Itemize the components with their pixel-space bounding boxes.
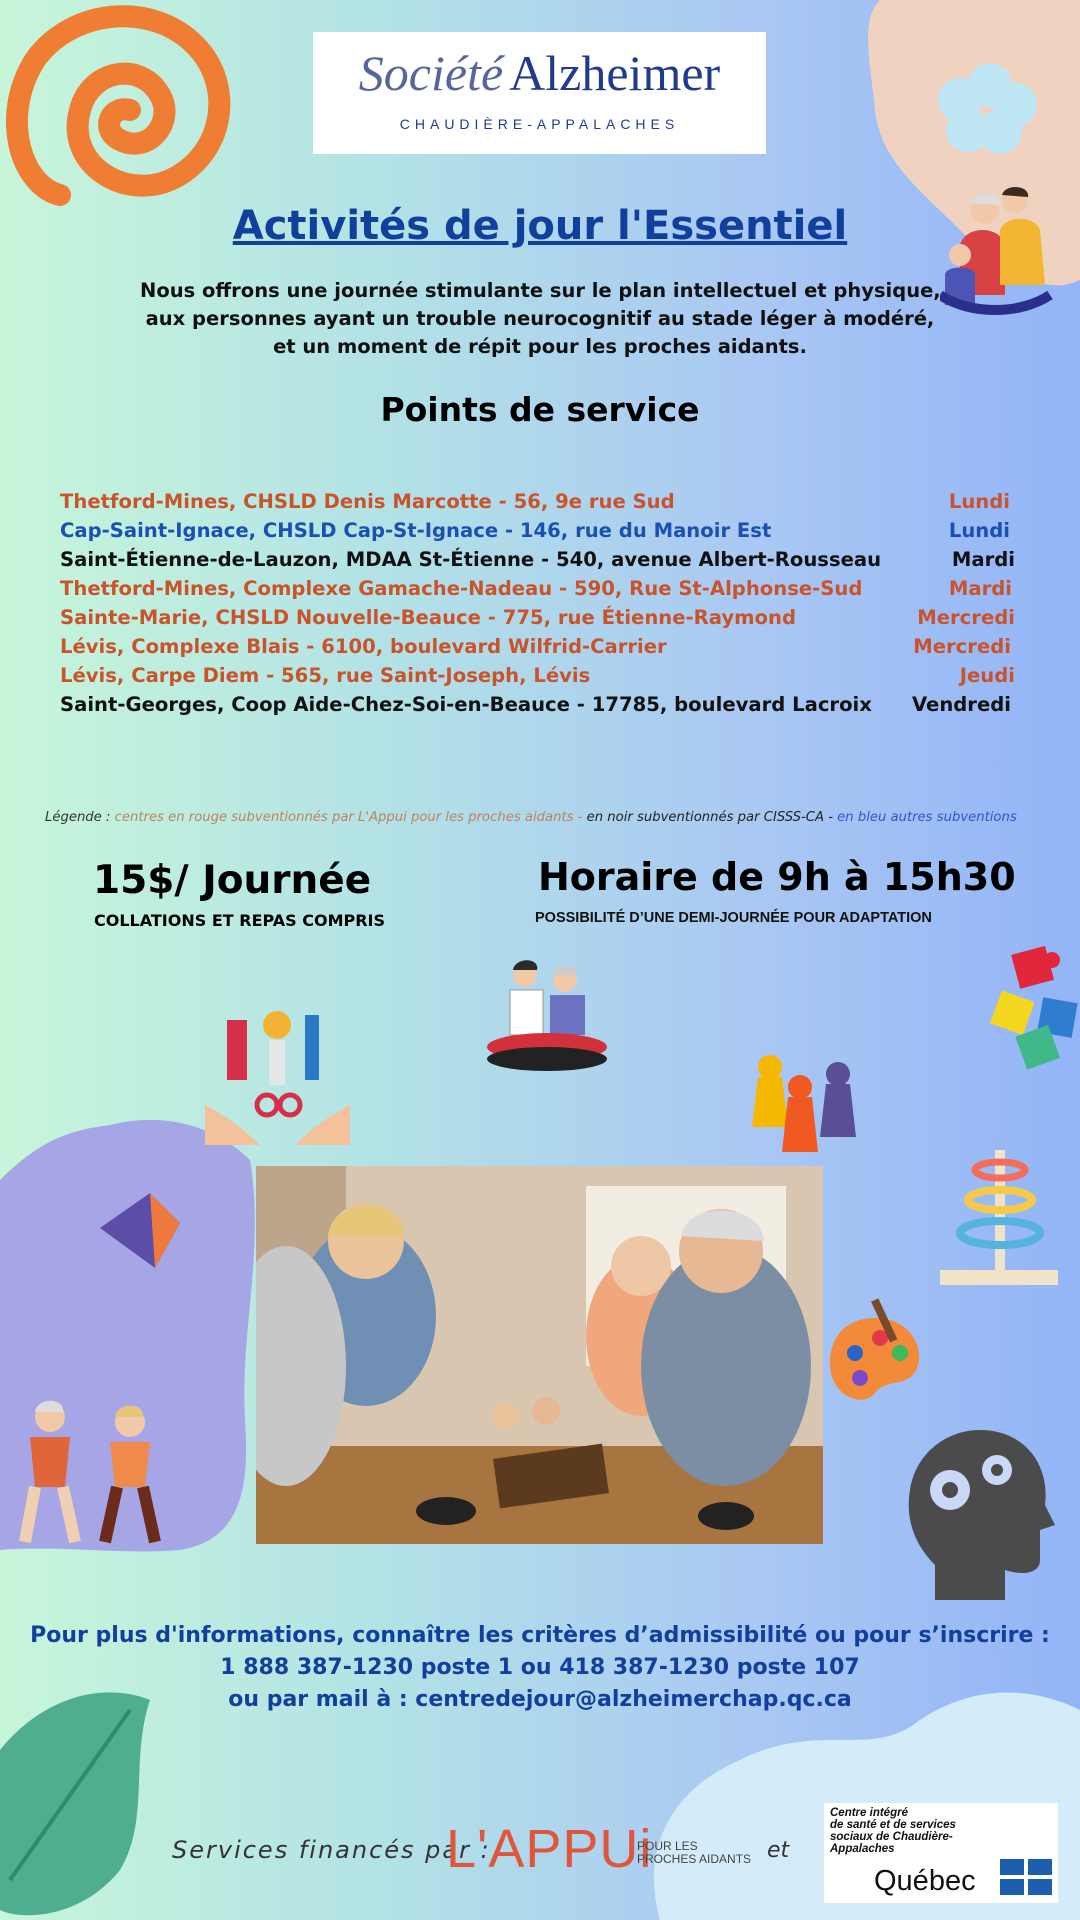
logo-word-societe: Société [358,45,504,101]
and-label: et [767,1838,790,1863]
appui-tagline-line: PROCHES AIDANTS [637,1852,752,1866]
appui-tagline [637,1840,751,1866]
points-de-service-heading: Points de service [380,390,700,429]
hours-note: POSSIBILITÉ D’UNE DEMI-JOURNÉE POUR ADAPTATION [535,910,932,926]
contact-phone: 1 888 387-1230 poste 1 ou 418 387-1230 poste 107 [220,1655,860,1680]
cisss-line: sociaux de Chaudière- [830,1831,953,1843]
dice-icon [95,1188,185,1273]
intro-line: Nous offrons une journée stimulante sur le plan intellectuel et physique, [140,279,941,302]
spiral-shape [17,16,219,195]
brain-gears-icon [905,1425,1055,1600]
contact-info [0,1620,1080,1716]
cisss-line: Centre intégré [830,1807,908,1819]
paint-palette-icon [825,1298,925,1408]
price-heading: 15$/ Journée [93,858,372,903]
logo-region: CHAUDIÈRE-APPALACHES [399,116,680,132]
cisss-name [830,1807,956,1855]
service-row [60,490,1015,519]
art-supplies-icon [205,1005,350,1145]
funded-by-label: Services financés par : [172,1836,491,1864]
appui-tagline-line: POUR LES [637,1839,698,1853]
appui-logo: L'APPUi [446,1819,653,1879]
intro-line: aux personnes ayant un trouble neurocognitif au stade léger à modéré, [145,307,935,330]
quebec-flag-icon [1000,1859,1052,1895]
contact-line: Pour plus d'informations, connaître les critères d’admissibilité ou pour s’inscrire : [30,1623,1050,1648]
hours-heading: Horaire de 9h à 15h30 [538,855,1016,899]
contact-email: ou par mail à : centredejour@alzheimerchap.qc.ca [228,1687,852,1712]
service-row [60,606,1015,635]
service-day: Mercredi [913,635,1011,658]
service-day: Jeudi [959,664,1015,687]
service-day: Vendredi [911,693,1011,716]
service-location: Thetford-Mines, CHSLD Denis Marcotte - 56, 9e rue Sud [60,490,675,513]
service-day: Mardi [948,577,1012,600]
service-day: Lundi [948,519,1010,542]
service-row [60,519,1015,548]
legend-blue: en bleu autres subventions [837,810,1017,825]
intro-line: et un moment de répit pour les proches aidants. [273,335,807,358]
service-day: Mercredi [917,606,1015,629]
logo-societe-alzheimer [313,32,766,154]
logo-word-alzheimer: Alzheimer [509,45,721,101]
service-location: Sainte-Marie, CHSLD Nouvelle-Beauce - 775, rue Étienne-Raymond [60,606,796,629]
service-row [60,693,1015,722]
service-location: Thetford-Mines, Complexe Gamache-Nadeau - 590, Rue St-Alphonse-Sud [60,577,863,600]
service-row [60,548,1015,577]
service-row [60,577,1015,606]
exercising-seniors-icon [5,1392,175,1552]
service-location: Saint-Georges, Coop Aide-Chez-Soi-en-Beauce - 17785, boulevard Lacroix [60,693,872,716]
game-pawns-icon [750,1052,860,1157]
page-title: Activités de jour l'Essentiel [232,203,848,249]
intro-paragraph [140,277,940,361]
service-row [60,664,1015,693]
quebec-cisss-logo [824,1803,1058,1903]
legend-prefix: Légende : [45,810,115,825]
service-location: Lévis, Carpe Diem - 565, rue Saint-Joseph, Lévis [60,664,591,687]
service-row [60,635,1015,664]
service-location: Cap-Saint-Ignace, CHSLD Cap-St-Ignace - 146, rue du Manoir Est [60,519,772,542]
service-day: Lundi [948,490,1010,513]
service-location: Saint-Étienne-de-Lauzon, MDAA St-Étienne - 540, avenue Albert-Rousseau [60,548,882,571]
quebec-wordmark: Québec [874,1865,976,1897]
service-day: Mardi [951,548,1015,571]
leaf-shape [0,1692,150,1915]
puzzle-icon [990,940,1080,1080]
legend-black: en noir subventionnés par CISSS-CA - [586,810,838,825]
legend-red: centres en rouge subventionnés par L'Appui pour les proches aidants - [114,810,587,825]
legend [45,810,1017,825]
ring-stacker-icon [940,1145,1058,1290]
caregiver-table-icon [485,955,610,1075]
service-location: Lévis, Complexe Blais - 6100, boulevard Wilfrid-Carrier [60,635,667,658]
seniors-playing-chess-photo [256,1166,823,1544]
price-note: COLLATIONS ET REPAS COMPRIS [94,911,386,930]
cisss-line: de santé et de services [830,1819,956,1831]
cisss-line: Appalaches [830,1843,895,1855]
